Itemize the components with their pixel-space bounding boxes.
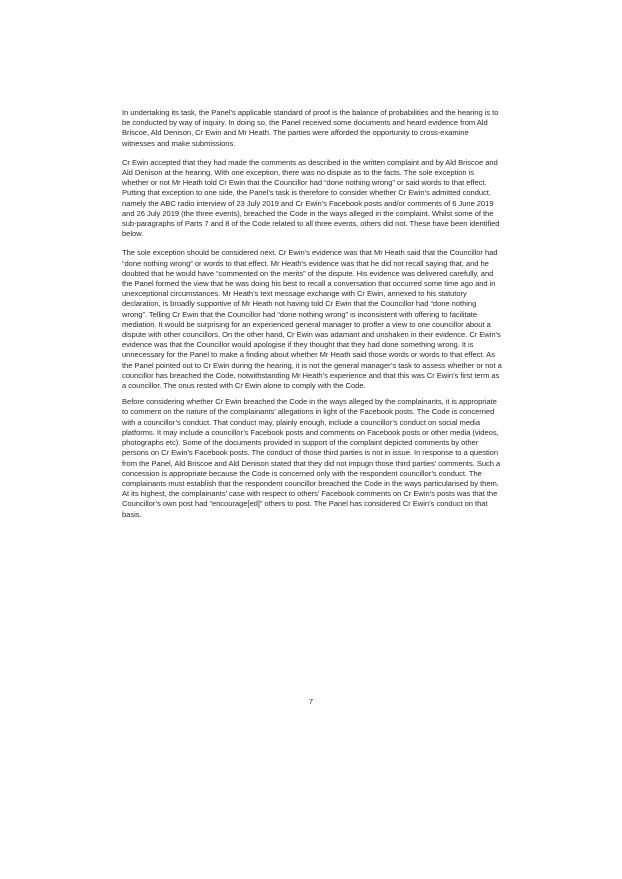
body-text (122, 108, 502, 529)
paragraph-sole-exception: The sole exception should be considered next. Cr Ewin’s evidence was that Mr Heath said that the Councillor had “done nothing wrong” or words to that effect. Mr Heath’s evidence was that he did not recall saying that, and he doubted that he would have “commented on the merits” of the dispute. His evidence was delivered carefully, and the Panel formed the view that he was doing his best to recall a conversation that occurred some time ago and in unexceptional circumstances. Mr Heath’s text message exchange with Cr Ewin, annexed to his statutory declaration, is broadly supportive of Mr Heath not having told Cr Ewin that the Councillor had “done nothing wrong”. Telling Cr Ewin that the Councillor had “done nothing wrong” is inconsistent with offering to facilitate mediation. It would be surprising for an experienced general manager to proffer a view to one councillor about a dispute with other councillors. On the other hand, Cr Ewin was adamant and unshaken in their evidence. Cr Ewin’s evidence was that the Councillor would apologise if they thought that they had done something wrong. It is unnecessary for the Panel to make a finding about whether Mr Heath said those words or words to that effect. As the Panel pointed out to Cr Ewin during the hearing, it is not the general manager’s task to assess whether or not a councillor has breached the Code, notwithstanding Mr Heath’s experience and that this was Cr Ewin’s first term as a councillor. The onus rested with Cr Ewin alone to comply with the Code. (122, 248, 502, 391)
page-number: 7 (308, 697, 314, 706)
paragraph-admitted-conduct: Cr Ewin accepted that they had made the comments as described in the written complaint and by Ald Briscoe and Ald Denison at the hearing. With one exception, there was no dispute as to the facts. The sole exception is whether or not Mr Heath told Cr Ewin that the Councillor had “done nothing wrong” or said words to that effect. Putting that exception to one side, the Panel’s task is therefore to consider whether Cr Ewin’s admitted conduct, namely the ABC radio interview of 23 July 2019 and Cr Ewin’s Facebook posts and/or comments of 6 June 2019 and 26 July 2019 (the three events), breached the Code in the ways alleged in the complaint. Whilst some of the sub-paragraphs of Parts 7 and 8 of the Code related to all three events, others did not. These have been identified below. (122, 157, 500, 239)
paragraph-facebook-posts: Before considering whether Cr Ewin breached the Code in the ways alleged by the complainants, it is appropriate to comment on the nature of the complainants’ allegations in light of the Facebook posts. The Code is concerned with a councillor’s conduct. That conduct may, plainly enough, include a councillor’s conduct on social media platforms. It may include a councillor’s Facebook posts and comments on Facebook posts or other media (videos, photographs etc). Some of the documents provided in support of the complaint depicted comments by other persons on Cr Ewin’s Facebook posts. The conduct of those third parties is not in issue. In response to a question from the Panel, Ald Briscoe and Ald Denison stated that they did not impugn those third parties’ comments. Such a concession is appropriate because the Code is concerned only with the respondent councillor’s conduct. The complainants must establish that the respondent councillor breached the Code in the ways particularised by them. At its highest, the complainants’ case with respect to others’ Facebook comments on Cr Ewin’s posts was that the Councillor’s own post had “encourage[ed]” others to post. The Panel has considered Cr Ewin’s conduct on that basis. (122, 397, 501, 519)
paragraph-standard-of-proof: In undertaking its task, the Panel’s applicable standard of proof is the balance of probabilities and the hearing is to be conducted by way of inquiry. In doing so, the Panel received some documents and heard evidence from Ald Briscoe, Ald Denison, Cr Ewin and Mr Heath. The parties were afforded the opportunity to cross-examine witnesses and make submissions. (122, 108, 499, 148)
